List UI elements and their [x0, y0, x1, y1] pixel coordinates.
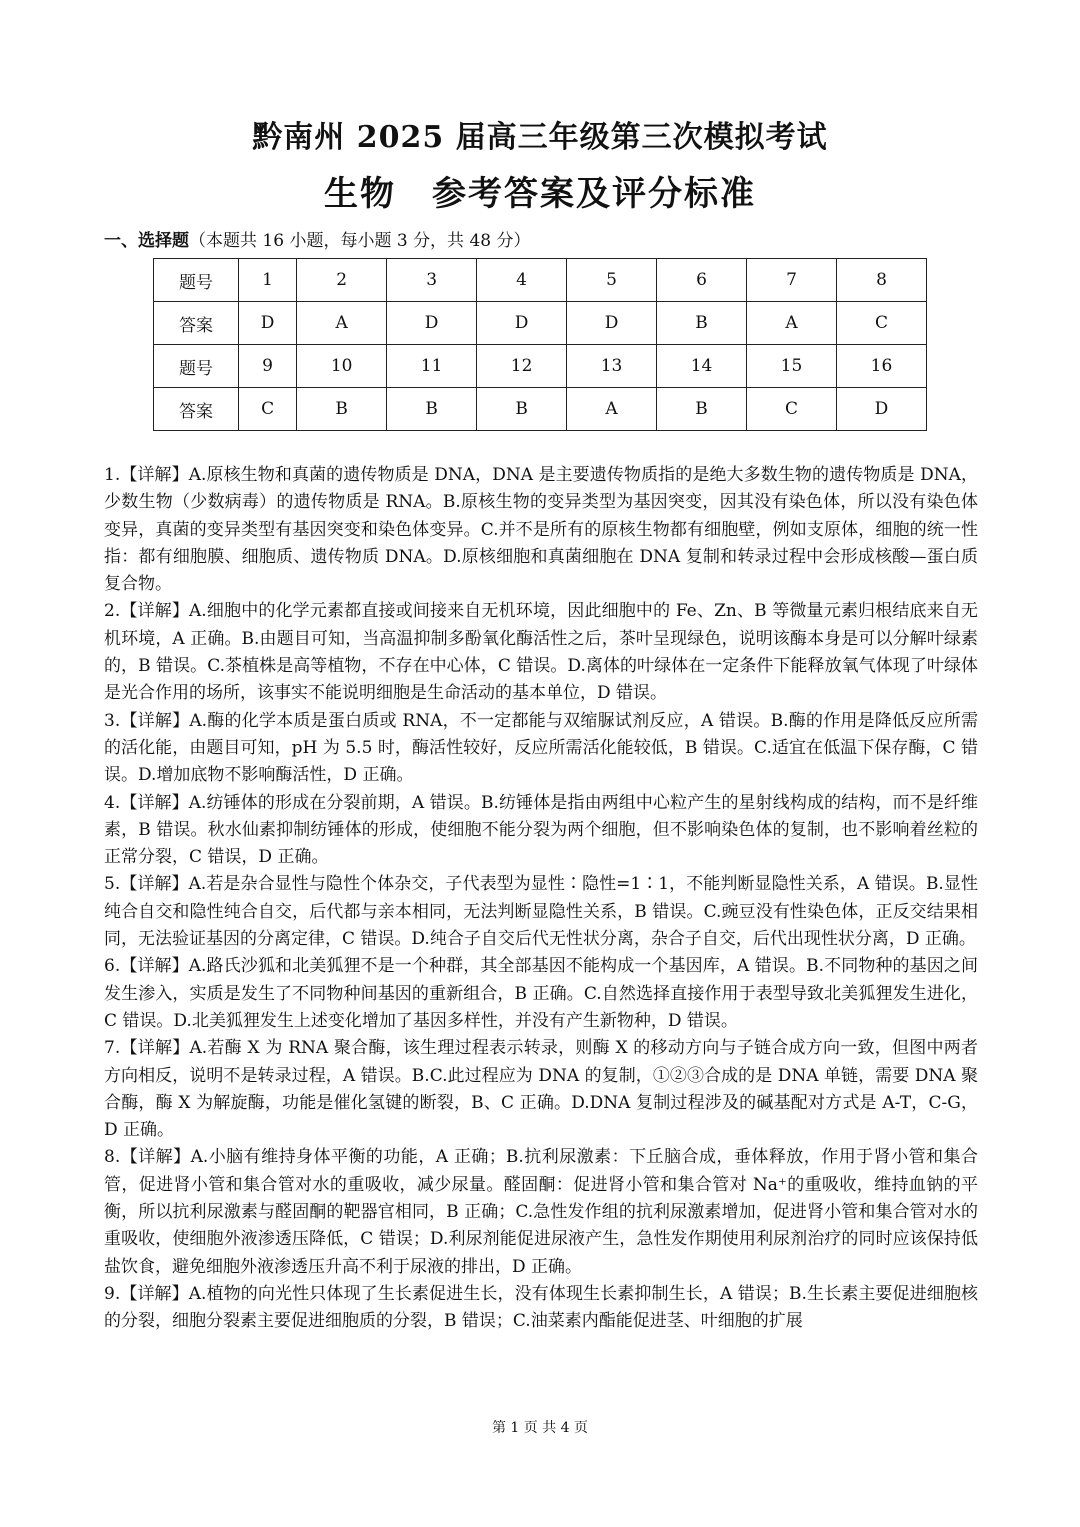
explanation-paragraph: 5.【详解】A.若是杂合显性与隐性个体杂交，子代表型为显性∶隐性=1∶1，不能判断显隐性关系，A 错误。B.显性纯合自交和隐性纯合自交，后代都与亲本相同，无法判断显隐性关系，B 错误。C.豌豆没有性染色体，正反交结果相同，无法验证基因的分离定律，C 错误。D.纯合子自交后代无性状分离，杂合子自交，后代出现性状分离，D 正确。: [104, 874, 978, 950]
table-cell: 题号: [154, 345, 239, 388]
table-cell: 8: [836, 259, 926, 302]
table-cell: 4: [477, 259, 567, 302]
explanation-paragraph: 6.【详解】A.路氏沙狐和北美狐狸不是一个种群，其全部基因不能构成一个基因库，A 错误。B.不同物种的基因之间发生渗入，实质是发生了不同物种间基因的重新组合，B 正确。C.自然选择直接作用于表型导致北美狐狸发生进化，C 错误。D.北美狐狸发生上述变化增加了基因多样性，并没有产生新物种，D 错误。: [104, 956, 978, 1031]
table-cell: 10: [297, 345, 387, 388]
page-number: 第 1 页 共 4 页: [491, 1420, 589, 1436]
table-cell: B: [387, 388, 477, 431]
table-cell: 9: [239, 345, 297, 388]
table-row: [154, 345, 927, 388]
table-cell: 16: [836, 345, 926, 388]
table-row: [154, 259, 927, 302]
answer-key-title: [0, 166, 1080, 215]
answer-key-subtitle: 参考答案及评分标准: [432, 174, 756, 214]
table-cell: 3: [387, 259, 477, 302]
table-cell: 2: [297, 259, 387, 302]
table-cell: 题号: [154, 259, 239, 302]
section-heading: [104, 226, 531, 251]
table-cell: D: [567, 302, 657, 345]
section-note: （本题共 16 小题，每小题 3 分，共 48 分）: [189, 231, 531, 251]
table-cell: C: [747, 388, 837, 431]
answer-table: [153, 258, 927, 431]
table-cell: B: [297, 388, 387, 431]
table-cell: 答案: [154, 302, 239, 345]
table-cell: 12: [477, 345, 567, 388]
table-cell: 5: [567, 259, 657, 302]
explanation-paragraph: 3.【详解】A.酶的化学本质是蛋白质或 RNA，不一定都能与双缩脲试剂反应，A 错误。B.酶的作用是降低反应所需的活化能，由题目可知，pH 为 5.5 时，酶活性较好，反应所需活化能较低，B 错误。C.适宜在低温下保存酶，C 错误。D.增加底物不影响酶活性，D 正确。: [104, 710, 978, 786]
table-cell: 13: [567, 345, 657, 388]
table-cell: B: [477, 388, 567, 431]
explanation-paragraph: 2.【详解】A.细胞中的化学元素都直接或间接来自无机环境，因此细胞中的 Fe、Zn、B 等微量元素归根结底来自无机环境，A 正确。B.由题目可知，当高温抑制多酚氧化酶活性之后，茶叶呈现绿色，说明该酶本身是可以分解叶绿素的，B 错误。C.茶植株是高等植物，不存在中心体，C 错误。D.离体的叶绿体在一定条件下能释放氧气体现了叶绿体是光合作用的场所，该事实不能说明细胞是生命活动的基本单位，D 错误。: [104, 601, 978, 704]
exam-title: 黔南州 2025 届高三年级第三次模拟考试: [252, 120, 828, 155]
table-cell: D: [836, 388, 926, 431]
table-cell: D: [477, 302, 567, 345]
table-cell: C: [239, 388, 297, 431]
table-cell: D: [387, 302, 477, 345]
explanation-paragraph: 1.【详解】A.原核生物和真菌的遗传物质是 DNA，DNA 是主要遗传物质指的是绝大多数生物的遗传物质是 DNA，少数生物（少数病毒）的遗传物质是 RNA。B.原核生物的变异类型为基因突变，因其没有染色体，所以没有染色体变异，真菌的变异类型有基因突变和染色体变异。C.并不是所有的原核生物都有细胞壁，例如支原体，细胞的统一性指：都有细胞膜、细胞质、遗传物质 DNA。D.原核细胞和真菌细胞在 DNA 复制和转录过程中会形成核酸—蛋白质复合物。: [104, 465, 978, 595]
table-cell: 1: [239, 259, 297, 302]
table-cell: 14: [657, 345, 747, 388]
table-cell: D: [239, 302, 297, 345]
subject-label: 生物: [324, 174, 396, 214]
table-cell: 6: [657, 259, 747, 302]
explanations: [104, 462, 978, 1336]
table-cell: 7: [747, 259, 837, 302]
table-cell: 11: [387, 345, 477, 388]
explanation-paragraph: 4.【详解】A.纺锤体的形成在分裂前期，A 错误。B.纺锤体是指由两组中心粒产生的星射线构成的结构，而不是纤维素，B 错误。秋水仙素抑制纺锤体的形成，使细胞不能分裂为两个细胞，但不影响染色体的复制，也不影响着丝粒的正常分裂，C 错误，D 正确。: [104, 792, 978, 868]
table-cell: A: [567, 388, 657, 431]
explanation-paragraph: 7.【详解】A.若酶 X 为 RNA 聚合酶，该生理过程表示转录，则酶 X 的移动方向与子链合成方向一致，但图中两者方向相反，说明不是转录过程，A 错误。B.C.此过程应为 DNA 的复制，①②③合成的是 DNA 单链，需要 DNA 聚合酶，酶 X 为解旋酶，功能是催化氢键的断裂，B、C 正确。D.DNA 复制过程涉及的碱基配对方式是 A-T，C-G，D 正确。: [104, 1038, 978, 1141]
table-cell: A: [297, 302, 387, 345]
table-cell: B: [657, 388, 747, 431]
table-row: [154, 302, 927, 345]
section-label: 一、选择题: [104, 231, 189, 251]
table-cell: 答案: [154, 388, 239, 431]
table-cell: C: [836, 302, 926, 345]
explanation-paragraph: 8.【详解】A.小脑有维持身体平衡的功能，A 正确；B.抗利尿激素：下丘脑合成，垂体释放，作用于肾小管和集合管，促进肾小管和集合管对水的重吸收，减少尿量。醛固酮：促进肾小管和集合管对 Na⁺的重吸收，维持血钠的平衡，所以抗利尿激素与醛固酮的靶器官相同，B 正确；C.急性发作组的抗利尿激素增加，促进肾小管和集合管对水的重吸收，使细胞外液渗透压降低，C 错误；D.利尿剂能促进尿液产生，急性发作期使用利尿剂治疗的同时应该保持低盐饮食，避免细胞外液渗透压升高不利于尿液的排出，D 正确。: [104, 1147, 978, 1277]
table-cell: A: [747, 302, 837, 345]
table-cell: 15: [747, 345, 837, 388]
table-row: [154, 388, 927, 431]
table-cell: B: [657, 302, 747, 345]
explanation-paragraph: 9.【详解】A.植物的向光性只体现了生长素促进生长，没有体现生长素抑制生长，A 错误；B.生长素主要促进细胞核的分裂，细胞分裂素主要促进细胞质的分裂，B 错误；C.油菜素内酯能促进茎、叶细胞的扩展: [104, 1283, 978, 1332]
